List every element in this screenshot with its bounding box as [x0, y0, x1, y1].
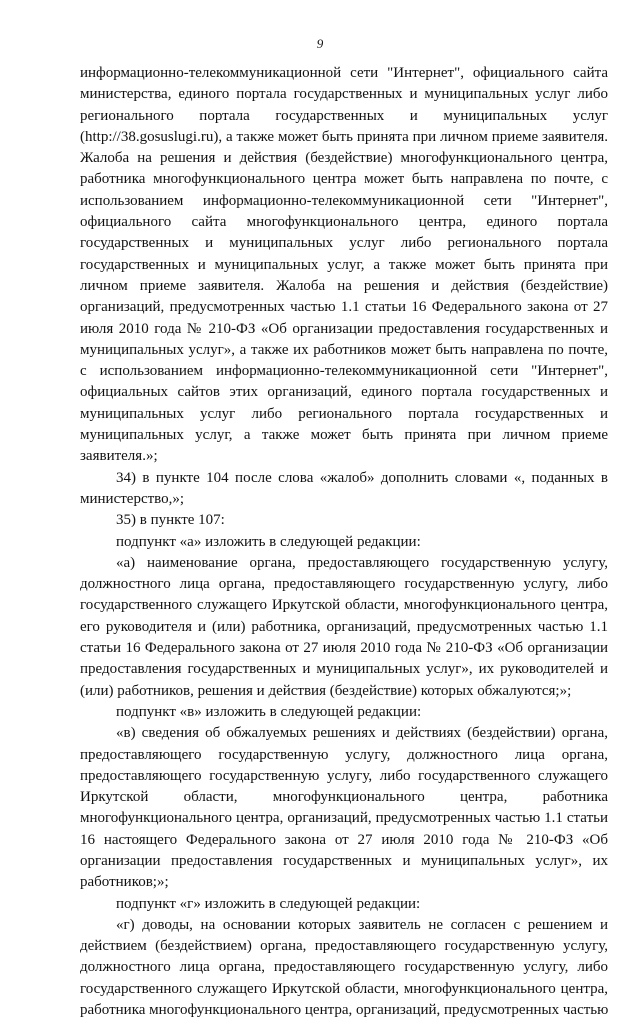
text-line: Жалоба на решения и действия (бездействие) многофункционального центра,	[80, 150, 608, 167]
text-line: официального сайта многофункционального центра, единого портала	[80, 214, 608, 231]
text-line: муниципальных услуг, а также может быть принята при личном приеме	[80, 427, 608, 444]
text-line: заявителя.»;	[80, 448, 158, 465]
text-line: государственного служащего Иркутской области, многофункционального центра,	[80, 597, 608, 614]
text-line: предоставления государственных и муниципальных услуг», их руководителей и	[80, 661, 608, 678]
text-line: многофункционального центра, организаций, предусмотренных частью 1.1 статьи	[80, 810, 608, 827]
text-line: должностного лица органа, предоставляющего государственную услугу, либо	[80, 959, 608, 976]
text-line: 35) в пункте 107:	[116, 512, 225, 529]
text-line: работника многофункционального центра может быть направлена по почте, с	[80, 171, 608, 188]
body-text	[80, 63, 608, 1021]
page-number: 9	[316, 36, 324, 51]
text-line: официальных сайтов этих организаций, единого портала государственных и	[80, 384, 608, 401]
text-line: министерство,»;	[80, 490, 185, 507]
text-line: государственных и муниципальных услуг либо регионального портала	[80, 235, 608, 252]
text-line: (http://38.gosuslugi.ru), а также может быть принята при личном приеме заявителя.	[80, 128, 608, 145]
text-line: работников;»;	[80, 874, 169, 891]
text-line: действием (бездействием) органа, предоставляющего государственную услугу,	[80, 938, 608, 955]
text-line: использованием информационно-телекоммуникационной сети "Интернет",	[80, 192, 608, 209]
text-line: 34) в пункте 104 после слова «жалоб» дополнить словами «, поданных в	[116, 469, 608, 486]
text-line: подпункт «а» изложить в следующей редакции:	[116, 533, 421, 550]
text-line: должностного лица органа, предоставляющего государственную услугу, либо	[80, 576, 608, 593]
text-line: «а) наименование органа, предоставляющего государственную услугу,	[116, 554, 608, 571]
text-line: Иркутской области, многофункционального центра, работника	[80, 789, 608, 806]
text-line: государственного служащего Иркутской области, многофункционального центра,	[80, 980, 608, 997]
text-line: июля 2010 года № 210-ФЗ «Об организации предоставления государственных и	[80, 320, 608, 337]
text-line: 16 настоящего Федерального закона от 27 июля 2010 года № 210-ФЗ «Об	[80, 831, 608, 848]
text-line: предоставляющего государственную услугу, должностного лица органа,	[80, 746, 608, 763]
text-line: «г) доводы, на основании которых заявитель не согласен с решением и	[116, 916, 608, 933]
text-line: подпункт «г» изложить в следующей редакции:	[116, 895, 421, 912]
text-line: статьи 16 Федерального закона от 27 июля 2010 года № 210-ФЗ «Об организации	[80, 640, 608, 657]
text-line: предоставляющего государственную услугу, либо государственного служащего	[80, 767, 608, 784]
text-line: (или) работников, решения и действия (бездействие) которых обжалуются;»;	[80, 682, 572, 699]
text-line: личном приеме заявителя. Жалоба на решения и действия (бездействие)	[80, 277, 608, 294]
text-line: его руководителя и (или) работника, организаций, предусмотренных частью 1.1	[80, 618, 608, 635]
text-line: с использованием информационно-телекоммуникационной сети "Интернет",	[80, 363, 608, 380]
text-line: организаций, предусмотренных частью 1.1 статьи 16 Федерального закона от 27	[80, 299, 608, 316]
text-line: подпункт «в» изложить в следующей редакции:	[116, 703, 422, 720]
text-line: муниципальных услуг либо регионального портала государственных и	[80, 405, 608, 422]
text-line: государственных и муниципальных услуг, а также может быть принята при	[80, 256, 608, 273]
text-line: муниципальных услуг», а также их работников может быть направлена по почте,	[80, 341, 608, 358]
text-line: информационно-телекоммуникационной сети "Интернет", официального сайта	[80, 65, 608, 81]
text-line: министерства, единого портала государственных и муниципальных услуг либо	[80, 86, 608, 103]
text-line: «в) сведения об обжалуемых решениях и действиях (бездействии) органа,	[116, 725, 608, 742]
text-line: работника многофункционального центра, организаций, предусмотренных частью	[80, 1002, 608, 1019]
text-line: регионального портала государственных и муниципальных услуг	[80, 107, 608, 124]
text-line: организации предоставления государственных и муниципальных услуг», их	[80, 852, 608, 869]
